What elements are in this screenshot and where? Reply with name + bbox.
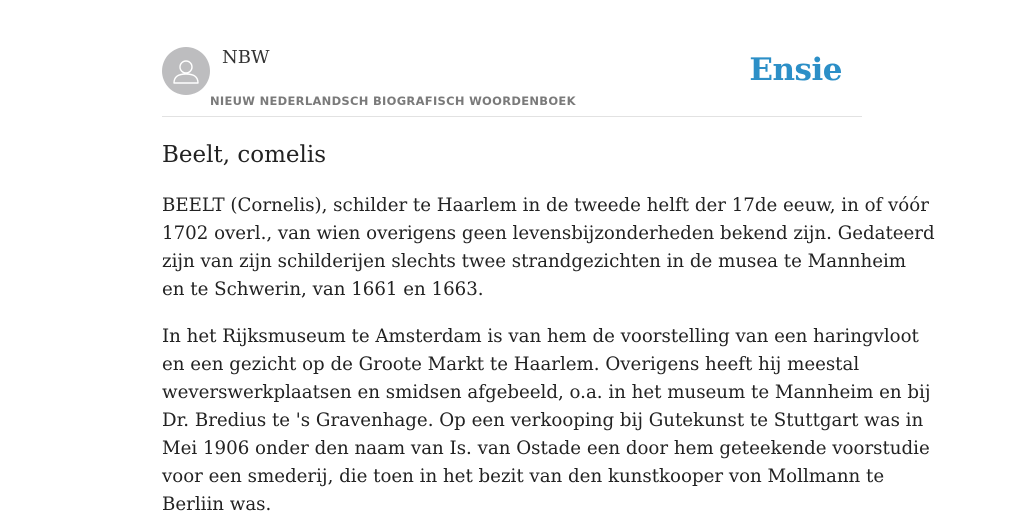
text-line: en een gezicht op de Groote Markt te Haarlem. Overigens heeft hij meestal [162, 354, 860, 375]
text-line: en te Schwerin, van 1661 en 1663. [162, 279, 484, 300]
paragraph [162, 323, 931, 512]
ensie-logo[interactable]: Ensie [749, 52, 842, 88]
avatar [162, 47, 210, 95]
text-line: BEELT (Cornelis), schilder te Haarlem in de tweede helft der 17de eeuw, in of vóór [162, 195, 929, 216]
article-title: Beelt, comelis [162, 142, 327, 168]
text-line: Mei 1906 onder den naam van Is. van Ostade een door hem geteekende voorstudie [162, 438, 930, 459]
user-icon [162, 47, 210, 95]
text-line: Berliin was. [162, 494, 272, 512]
article-body [162, 192, 935, 512]
source-full-name: NIEUW NEDERLANDSCH BIOGRAFISCH WOORDENBOEK [210, 94, 576, 108]
source-header [162, 46, 862, 117]
source-abbreviation[interactable]: NBW [222, 47, 270, 68]
text-line: In het Rijksmuseum te Amsterdam is van hem de voorstelling van een haringvloot [162, 326, 919, 347]
text-line: Dr. Bredius te 's Gravenhage. Op een verkooping bij Gutekunst te Stuttgart was in [162, 410, 924, 431]
text-line: zijn van zijn schilderijen slechts twee strandgezichten in de musea te Mannheim [162, 251, 907, 272]
text-line: weverswerkplaatsen en smidsen afgebeeld, o.a. in het museum te Mannheim en bij [162, 382, 931, 403]
paragraph [162, 192, 935, 304]
text-line: voor een smederij, die toen in het bezit van den kunstkooper von Mollmann te [162, 466, 885, 487]
text-line: 1702 overl., van wien overigens geen levensbijzonderheden bekend zijn. Gedateerd [162, 223, 935, 244]
